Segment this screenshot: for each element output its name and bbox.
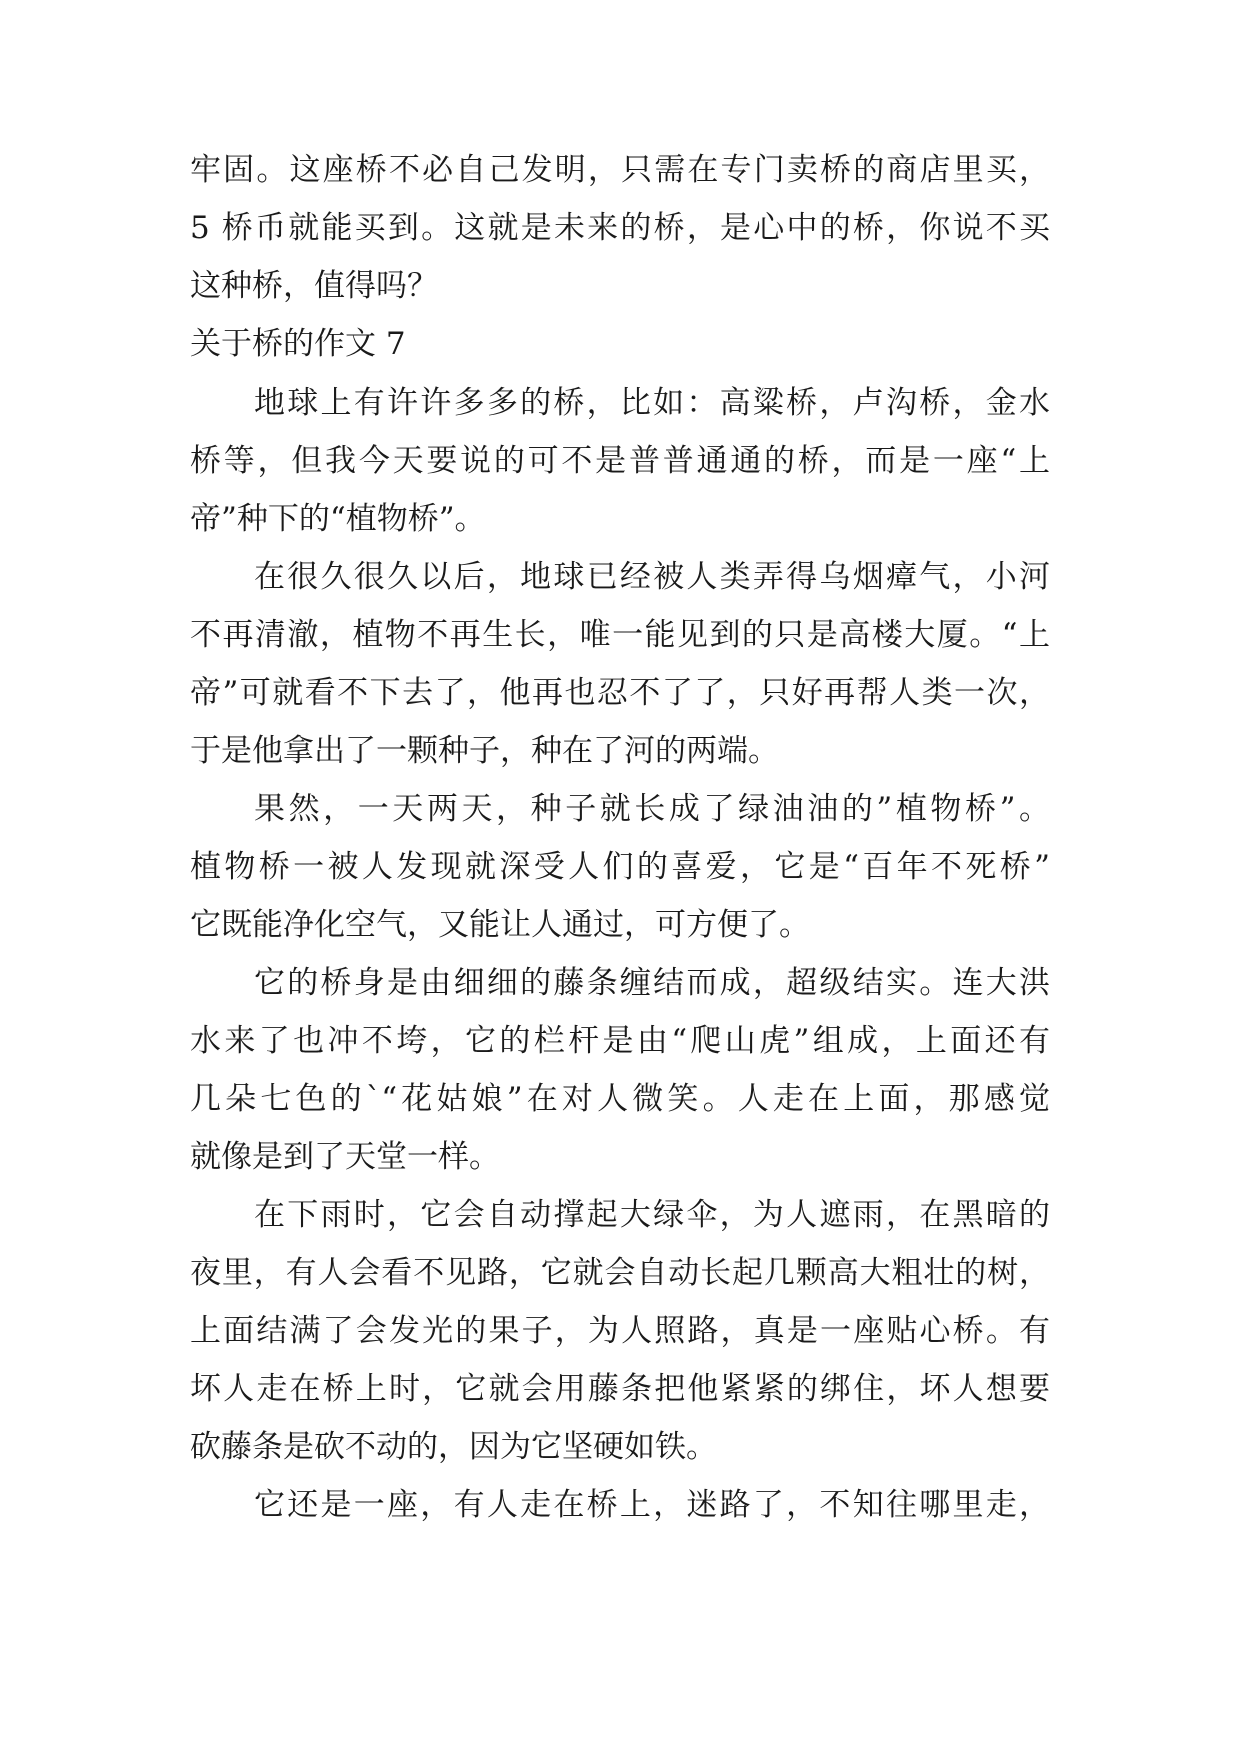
text-line: 水来了也冲不垮，它的栏杆是由“爬山虎”组成，上面还有 xyxy=(190,1023,1050,1059)
text-line: 牢固。这座桥不必自己发明，只需在专门卖桥的商店里买， xyxy=(190,152,1050,188)
text-line: 植物桥一被人发现就深受人们的喜爱，它是“百年不死桥” xyxy=(190,849,1050,885)
text-line: 这种桥，值得吗？ xyxy=(190,268,438,304)
text-line: 在很久很久以后，地球已经被人类弄得乌烟瘴气，小河 xyxy=(254,559,1050,595)
text-line: 帝”种下的“植物桥”。 xyxy=(190,501,486,537)
text-line: 地球上有许许多多的桥，比如：高粱桥，卢沟桥，金水 xyxy=(254,385,1050,421)
text-line: 5 桥币就能买到。这就是未来的桥，是心中的桥，你说不买 xyxy=(190,210,1050,246)
text-line: 它既能净化空气，又能让人通过，可方便了。 xyxy=(190,907,810,943)
text-line: 就像是到了天堂一样。 xyxy=(190,1139,500,1175)
text-line: 它还是一座，有人走在桥上，迷路了，不知往哪里走， xyxy=(254,1487,1050,1523)
text-line: 它的桥身是由细细的藤条缠结而成，超级结实。连大洪 xyxy=(254,965,1050,1001)
text-line: 不再清澈，植物不再生长，唯一能见到的只是高楼大厦。“上 xyxy=(190,617,1050,653)
text-line: 于是他拿出了一颗种子，种在了河的两端。 xyxy=(190,733,779,769)
text-line: 几朵七色的`“花姑娘”在对人微笑。人走在上面，那感觉 xyxy=(190,1081,1050,1117)
text-line: 坏人走在桥上时，它就会用藤条把他紧紧的绑住，坏人想要 xyxy=(190,1371,1050,1407)
text-line: 帝”可就看不下去了，他再也忍不了了，只好再帮人类一次， xyxy=(190,675,1050,711)
text-line: 桥等，但我今天要说的可不是普普通通的桥，而是一座“上 xyxy=(190,443,1050,479)
text-line: 上面结满了会发光的果子，为人照路，真是一座贴心桥。有 xyxy=(190,1313,1050,1349)
text-line: 果然，一天两天，种子就长成了绿油油的”植物桥”。 xyxy=(254,791,1050,827)
text-line: 在下雨时，它会自动撑起大绿伞，为人遮雨，在黑暗的 xyxy=(254,1197,1050,1233)
text-line: 夜里，有人会看不见路，它就会自动长起几颗高大粗壮的树， xyxy=(190,1255,1050,1291)
section-heading: 关于桥的作文 7 xyxy=(190,326,406,362)
text-line: 砍藤条是砍不动的，因为它坚硬如铁。 xyxy=(190,1429,717,1465)
